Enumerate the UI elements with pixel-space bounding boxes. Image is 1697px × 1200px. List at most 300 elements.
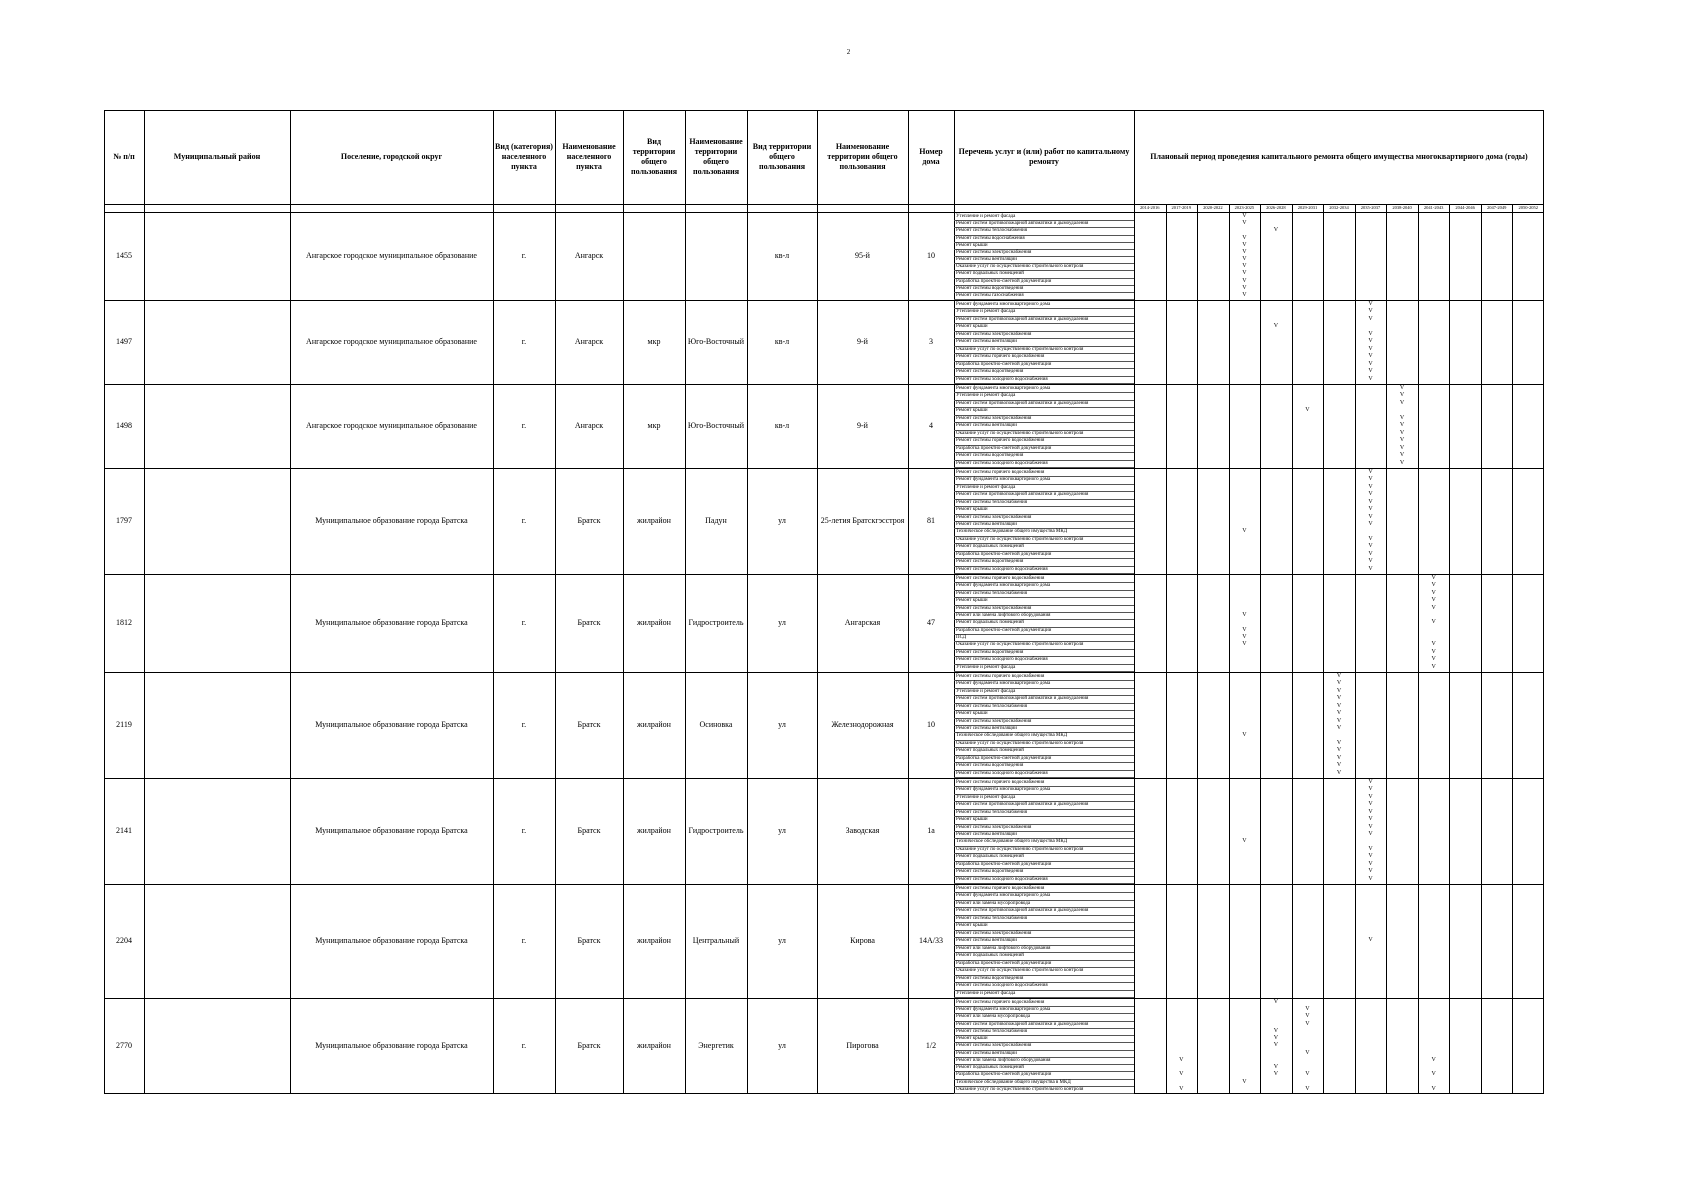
repair-mark: V [1179, 1056, 1184, 1063]
repair-mark: V [1305, 1049, 1310, 1056]
repair-mark: V [1273, 1064, 1279, 1071]
cell-territory-type: жилрайон [637, 936, 671, 945]
repair-mark: V [1368, 506, 1373, 513]
work-item: Ремонт системы горячего водоснабжения [956, 438, 1045, 444]
cell-territory-name: Падун [705, 516, 727, 525]
header-territory-type: Вид территории общего пользования [630, 137, 678, 176]
year-divider [1229, 204, 1230, 1094]
work-item: Техническое обследование общего имущества МКД [956, 839, 1068, 845]
cell-territory-type: жилрайон [637, 720, 671, 729]
cell-territory-name: Энергетик [698, 1041, 734, 1050]
repair-mark: V [1368, 476, 1373, 483]
header-street-name: Наименование территории общего пользования [827, 142, 898, 171]
repair-mark: V [1242, 241, 1247, 248]
repair-mark: V [1368, 550, 1373, 557]
cell-locality-type: г. [521, 826, 527, 835]
work-item: Техническое обследование общего имущества МКД [956, 733, 1068, 739]
repair-mark: V [1305, 1085, 1310, 1092]
repair-mark: V [1399, 414, 1405, 421]
repair-mark: V [1368, 801, 1373, 808]
cell-settlement: Ангарское городское муниципальное образование [306, 251, 477, 260]
work-item: Ремонт системы вентиляции [956, 832, 1017, 837]
cell-locality-type: г. [521, 618, 527, 627]
repair-mark: V [1305, 407, 1310, 414]
cell-street-type: кв-л [774, 421, 790, 430]
year-divider [1512, 204, 1513, 1094]
cell-street-name: Железнодорожная [831, 720, 894, 729]
header-house: Номер дома [919, 147, 943, 166]
repair-mark: V [1368, 375, 1373, 382]
work-item: Ремонт системы водоотведения [956, 285, 1024, 291]
work-item: Ремонт крыши [956, 507, 988, 513]
repair-mark: V [1431, 663, 1436, 670]
cell-street-name: Ангарская [844, 618, 881, 627]
cell-settlement: Муниципальное образование города Братска [315, 720, 468, 729]
year-divider [1323, 204, 1324, 1094]
header-works: Перечень услуг и (или) работ по капитальному ремонту [958, 147, 1130, 166]
work-item: Ремонт систем противопожарной автоматики и дымоудаления [956, 696, 1089, 702]
cell-locality-type: г. [521, 936, 527, 945]
repair-mark: V [1431, 648, 1436, 655]
cell-street-name: 9-й [857, 421, 868, 430]
cell-locality-type: г. [521, 421, 527, 430]
repair-mark: V [1242, 626, 1247, 633]
repair-mark: V [1273, 1035, 1279, 1042]
repair-mark: V [1305, 1006, 1310, 1013]
year-label: 2047-2049 [1486, 205, 1507, 210]
repair-mark: V [1368, 498, 1373, 505]
repair-mark: V [1242, 234, 1247, 241]
work-item: Ремонт системы вентиляции [956, 423, 1017, 429]
cell-num: 2141 [116, 826, 132, 835]
cell-locality-type: г. [521, 720, 527, 729]
repair-mark: V [1336, 739, 1342, 746]
cell-street-type: ул [778, 1041, 786, 1050]
cell-house: 3 [929, 337, 933, 346]
work-item: Ремонт системы водоотведения [956, 453, 1024, 459]
cell-territory-type: мкр [647, 337, 661, 346]
cell-num: 1497 [116, 337, 132, 346]
repair-mark: V [1368, 521, 1373, 527]
cell-locality-name: Братск [577, 826, 601, 835]
repair-mark: V [1368, 315, 1373, 322]
cell-district [144, 384, 290, 468]
cell-territory-type: жилрайон [637, 516, 671, 525]
year-label: 2050-2052 [1518, 205, 1538, 210]
cell-house: 47 [927, 618, 935, 627]
cell-num: 1797 [116, 516, 132, 525]
repair-mark: V [1368, 937, 1373, 944]
repair-mark: V [1368, 330, 1373, 337]
work-item: Ремонт системы вентиляции [956, 726, 1017, 731]
repair-mark: V [1242, 528, 1247, 535]
repair-mark: V [1336, 717, 1342, 724]
work-item: Ремонт системы горячего водоснабжения [956, 354, 1045, 360]
cell-street-type: кв-л [774, 337, 790, 346]
work-item: Ремонт системы вентиляции [956, 522, 1017, 527]
repair-mark: V [1399, 399, 1405, 406]
work-item: Ремонт системы электроснабжения [956, 1043, 1032, 1049]
work-item: Ремонт системы вентиляции [956, 257, 1017, 262]
cell-locality-name: Братск [577, 1041, 601, 1050]
work-item: Ремонт системы теплоснабжения [956, 915, 1027, 921]
work-item: Разработка проектно-сметной документации [956, 278, 1052, 284]
cell-locality-type: г. [521, 337, 527, 346]
year-label: 2041-2043 [1423, 205, 1444, 210]
work-item: Оказание услуг по осуществлению строительного контроля [956, 430, 1084, 436]
cell-num: 1455 [116, 251, 132, 260]
cell-territory-name: Юго-Восточный [687, 421, 745, 430]
work-item: Ремонт систем противопожарной автоматики и дымоудаления [956, 316, 1089, 322]
cell-locality-name: Братск [577, 516, 601, 525]
repair-mark: V [1399, 422, 1405, 429]
repair-mark: V [1273, 227, 1279, 234]
work-item: Ремонт системы водоотведения [956, 369, 1024, 375]
year-label: 2014-2016 [1140, 205, 1160, 210]
work-item: Ремонт системы горячего водоснабжения [956, 886, 1045, 891]
cell-street-name: 25-летия Братскгэсстроя [820, 516, 905, 525]
work-item: Ремонт системы горячего водоснабжения [956, 1000, 1045, 1005]
work-item: Ремонт системы теплоснабжения [956, 1028, 1027, 1034]
work-item: Ремонт системы электроснабжения [956, 415, 1032, 421]
work-item: Ремонт крыши [956, 923, 988, 929]
repair-mark: V [1368, 793, 1373, 800]
repair-mark: V [1368, 345, 1373, 352]
work-item: Ремонт системы холодного водоснабжения [956, 876, 1048, 882]
work-item: Ремонт систем противопожарной автоматики и дымоудаления [956, 1021, 1089, 1027]
work-item: Ремонт систем противопожарной автоматики и дымоудаления [956, 802, 1089, 808]
repair-mark: V [1399, 459, 1405, 466]
work-item: Ремонт фундамента многоквартирного дома [956, 583, 1051, 589]
repair-mark: V [1336, 747, 1342, 754]
cell-locality-name: Ангарск [574, 251, 604, 260]
cell-house: 1а [927, 826, 935, 835]
work-item: Ремонт системы горячего водоснабжения [956, 780, 1045, 785]
repair-mark: V [1431, 604, 1436, 611]
work-item: Утепление и ремонт фасада [956, 688, 1016, 694]
work-item: Ремонт системы водоотведения [956, 763, 1024, 769]
header-district: Муниципальный район [173, 152, 261, 161]
work-item: Разработка проектно-сметной документации [956, 861, 1052, 867]
repair-mark: V [1336, 762, 1342, 769]
repair-mark: V [1431, 597, 1436, 604]
repair-mark: V [1368, 301, 1373, 307]
work-item: Ремонт крыши [956, 817, 988, 823]
repair-mark: V [1336, 725, 1342, 731]
cell-house: 14А/33 [919, 936, 943, 945]
work-item: Ремонт подвальных помещений [956, 271, 1024, 277]
work-item: Ремонт или замена мусоропровода [956, 1014, 1031, 1020]
repair-mark: V [1431, 619, 1436, 626]
repair-mark: V [1368, 808, 1373, 815]
repair-mark: V [1368, 868, 1373, 875]
work-item: Утепление и ремонт фасада [956, 309, 1016, 315]
work-item: Ремонт систем противопожарной автоматики и дымоудаления [956, 908, 1089, 914]
work-item: Ремонт фундамента многоквартирного дома [956, 1007, 1051, 1013]
year-label: 2023-2025 [1234, 205, 1255, 210]
cell-street-type: ул [778, 936, 786, 945]
work-item: Ремонт системы вентиляции [956, 1050, 1017, 1056]
work-item: Ремонт систем противопожарной автоматики и дымоудаления [956, 400, 1089, 406]
work-item: Ремонт системы электроснабжения [956, 718, 1032, 724]
repair-mark: V [1179, 1071, 1184, 1078]
repair-mark: V [1368, 308, 1373, 315]
header-territory-name: Наименование территории общего пользования [689, 137, 743, 176]
cell-territory-type: жилрайон [637, 618, 671, 627]
work-item: Ремонт системы электроснабжения [956, 824, 1032, 830]
repair-mark: V [1368, 831, 1373, 837]
work-item: Ремонт крыши [956, 408, 988, 414]
work-item: Ремонт системы холодного водоснабжения [956, 770, 1048, 776]
cell-territory-name [685, 212, 747, 300]
work-item: Ремонт крыши [956, 1036, 988, 1042]
cell-locality-type: г. [521, 251, 527, 260]
repair-mark: V [1368, 845, 1373, 852]
cell-territory-name: Гидростроитель [688, 618, 744, 627]
work-item: Ремонт системы теплоснабжения [956, 590, 1027, 596]
repair-mark: V [1336, 754, 1342, 761]
cell-street-type: ул [778, 826, 786, 835]
year-divider [1386, 204, 1387, 1094]
work-item: Ремонт системы холодного водоснабжения [956, 566, 1048, 572]
repair-mark: V [1431, 1085, 1436, 1092]
repair-mark: V [1242, 732, 1247, 739]
cell-street-type: ул [778, 618, 786, 627]
work-item: Ремонт подвальных помещений [956, 620, 1024, 626]
repair-mark: V [1431, 1056, 1436, 1063]
work-item: Утепление и ремонт фасада [956, 214, 1016, 219]
repair-mark: V [1431, 589, 1436, 596]
repair-mark: V [1242, 256, 1247, 262]
cell-house: 10 [927, 720, 935, 729]
work-item: Ремонт системы горячего водоснабжения [956, 576, 1045, 581]
repair-mark: V [1273, 999, 1279, 1005]
cell-num: 1812 [116, 618, 132, 627]
year-label: 2044-2046 [1455, 205, 1475, 210]
work-item: Ремонт системы вентиляции [956, 938, 1017, 944]
cell-street-type: кв-л [774, 251, 790, 260]
work-item: Ремонт системы холодного водоснабжения [956, 460, 1048, 466]
repair-mark: V [1399, 429, 1405, 436]
repair-mark: V [1242, 838, 1247, 845]
cell-locality-name: Братск [577, 618, 601, 627]
repair-mark: V [1179, 1085, 1184, 1092]
repair-mark: V [1399, 452, 1405, 459]
repair-mark: V [1368, 823, 1373, 830]
cell-street-type: ул [778, 720, 786, 729]
work-item: Оказание услуг по осуществлению строительного контроля [956, 740, 1084, 746]
repair-mark: V [1336, 687, 1342, 694]
cell-house: 10 [927, 251, 935, 260]
cell-district [144, 468, 290, 574]
cell-street-name: Кирова [850, 936, 875, 945]
cell-street-type: ул [778, 516, 786, 525]
repair-mark: V [1242, 277, 1247, 284]
cell-locality-name: Ангарск [574, 421, 604, 430]
cell-district [144, 212, 290, 300]
repair-mark: V [1431, 656, 1436, 663]
work-item: Ремонт системы теплоснабжения [956, 499, 1027, 505]
year-divider [1292, 204, 1293, 1094]
repair-mark: V [1431, 582, 1436, 589]
work-item: Ремонт фундамента многоквартирного дома [956, 477, 1051, 483]
repair-mark: V [1336, 673, 1342, 679]
repair-mark: V [1273, 1071, 1279, 1078]
work-item: Ремонт подвальных помещений [956, 953, 1024, 959]
header-locality-name: Наименование населенного пункта [562, 142, 616, 171]
repair-mark: V [1368, 483, 1373, 490]
repair-mark: V [1431, 575, 1436, 581]
work-item: Ремонт крыши [956, 598, 988, 604]
work-item: Оказание услуг по осуществлению строительного контроля [956, 1086, 1084, 1092]
work-item: ПСД [956, 635, 967, 641]
cell-district [144, 672, 290, 778]
repair-mark: V [1368, 779, 1373, 785]
work-item: Ремонт фундамента многоквартирного дома [956, 302, 1051, 307]
work-item: Ремонт системы электроснабжения [956, 605, 1032, 611]
repair-mark: V [1305, 1020, 1310, 1027]
cell-territory-name: Осиновка [699, 720, 733, 729]
work-item: Ремонт системы водоснабжения [956, 235, 1025, 241]
repair-mark: V [1368, 353, 1373, 360]
repair-mark: V [1242, 263, 1247, 270]
repair-mark: V [1336, 769, 1342, 776]
work-item: Разработка проектно-сметной документации [956, 1072, 1052, 1078]
repair-mark: V [1368, 875, 1373, 882]
repair-mark: V [1242, 270, 1247, 277]
repair-mark: V [1368, 565, 1373, 572]
work-item: Утепление и ремонт фасада [956, 393, 1016, 399]
repair-mark: V [1273, 1027, 1279, 1034]
cell-district [144, 574, 290, 672]
repair-mark: V [1399, 392, 1405, 399]
repair-mark: V [1399, 437, 1405, 444]
work-item: Ремонт системы теплоснабжения [956, 809, 1027, 815]
work-item: Ремонт системы электроснабжения [956, 514, 1032, 520]
repair-mark: V [1336, 702, 1342, 709]
work-item: Ремонт системы электроснабжения [956, 249, 1032, 255]
cell-num: 2770 [116, 1041, 132, 1050]
cell-house: 4 [929, 421, 933, 430]
repair-mark: V [1305, 1071, 1310, 1078]
work-item: Разработка проектно-сметной документации [956, 755, 1052, 761]
repair-mark: V [1242, 213, 1247, 219]
repair-mark: V [1336, 695, 1342, 702]
repair-mark: V [1242, 284, 1247, 291]
cell-territory-name: Гидростроитель [688, 826, 744, 835]
cell-num: 2204 [116, 936, 132, 945]
cell-territory-type: жилрайон [637, 1041, 671, 1050]
cell-locality-name: Ангарск [574, 337, 604, 346]
work-item: Ремонт системы теплоснабжения [956, 228, 1027, 234]
repair-mark: V [1242, 248, 1247, 255]
work-item: Ремонт крыши [956, 711, 988, 717]
repair-mark: V [1368, 535, 1373, 542]
cell-settlement: Муниципальное образование города Братска [315, 618, 468, 627]
work-item: Ремонт систем противопожарной автоматики и дымоудаления [956, 221, 1089, 227]
repair-mark: V [1368, 469, 1373, 475]
year-label: 2032-2034 [1329, 205, 1349, 210]
repair-mark: V [1242, 641, 1247, 648]
year-label: 2029-2031 [1297, 205, 1318, 210]
repair-mark: V [1242, 291, 1247, 298]
work-item: Утепление и ремонт фасада [956, 664, 1016, 670]
work-item: Оказание услуг по осуществлению строительного контроля [956, 846, 1084, 852]
header-period: Плановый период проведения капитального ремонта общего имущества многоквартирного дома (годы) [1150, 152, 1528, 161]
work-item: Оказание услуг по осуществлению строительного контроля [956, 536, 1084, 542]
repair-mark: V [1368, 558, 1373, 565]
work-item: Ремонт системы холодного водоснабжения [956, 983, 1048, 989]
repair-mark: V [1368, 360, 1373, 367]
repair-mark: V [1431, 1071, 1436, 1078]
cell-street-name: 9-й [857, 337, 868, 346]
header-settlement: Поселение, городской округ [340, 152, 443, 161]
repair-mark: V [1273, 323, 1279, 330]
cell-territory-name: Центральный [692, 936, 740, 945]
work-item: Ремонт системы электроснабжения [956, 331, 1032, 337]
repair-mark: V [1368, 853, 1373, 860]
cell-street-name: Пирогова [846, 1041, 879, 1050]
cell-district [144, 998, 290, 1094]
cell-locality-name: Братск [577, 936, 601, 945]
repair-mark: V [1399, 385, 1405, 391]
cell-num: 1498 [116, 421, 132, 430]
cell-locality-name: Братск [577, 720, 601, 729]
work-item: Разработка проектно-сметной документации [956, 551, 1052, 557]
work-item: Ремонт подвальных помещений [956, 1065, 1024, 1071]
work-item: Ремонт подвальных помещений [956, 854, 1024, 860]
repair-mark: V [1336, 680, 1342, 687]
work-item: Разработка проектно-сметной документации [956, 445, 1052, 451]
repair-mark: V [1305, 1013, 1310, 1020]
repair-mark: V [1336, 710, 1342, 717]
cell-settlement: Ангарское городское муниципальное образование [306, 337, 477, 346]
work-item: Оказание услуг по осуществлению строительного контроля [956, 264, 1084, 270]
header-num: № п/п [113, 152, 135, 161]
work-item: Ремонт подвальных помещений [956, 748, 1024, 754]
work-underline [954, 1093, 1134, 1094]
repair-mark: V [1368, 786, 1373, 793]
work-item: Ремонт или замена лифтового оборудования [956, 945, 1051, 951]
work-item: Разработка проектно-сметной документации [956, 361, 1052, 367]
cell-locality-type: г. [521, 516, 527, 525]
work-item: Ремонт системы водоотведения [956, 649, 1024, 655]
work-item: Ремонт системы электроснабжения [956, 930, 1032, 936]
repair-mark: V [1368, 860, 1373, 867]
cell-settlement: Муниципальное образование города Братска [315, 516, 468, 525]
repair-mark: V [1368, 491, 1373, 498]
page-number: 2 [846, 48, 851, 56]
cell-settlement: Ангарское городское муниципальное образование [306, 421, 477, 430]
work-item: Ремонт систем противопожарной автоматики и дымоудаления [956, 492, 1089, 498]
work-item: Ремонт системы вентиляции [956, 339, 1017, 345]
repair-mark: V [1242, 634, 1247, 641]
cell-locality-type: г. [521, 1041, 527, 1050]
year-divider [1166, 204, 1167, 1094]
repair-mark: V [1368, 543, 1373, 550]
work-item: Ремонт или замена мусоропровода [956, 900, 1031, 906]
work-item: Ремонт системы холодного водоснабжения [956, 376, 1048, 382]
work-item: Техническое обследование общего имущества МКД [956, 529, 1068, 535]
work-item: Оказание услуг по осуществлению строительного контроля [956, 642, 1084, 648]
work-item: Ремонт системы водоотведения [956, 975, 1024, 981]
year-divider [1449, 204, 1450, 1094]
header-locality-type: Вид (категория) населенного пункта [495, 142, 553, 171]
work-item: Оказание услуг по осуществлению строительного контроля [956, 968, 1084, 974]
work-item: Ремонт системы газоснабжения [956, 292, 1024, 298]
work-item: Утепление и ремонт фасада [956, 484, 1016, 490]
year-divider [1197, 204, 1198, 1094]
